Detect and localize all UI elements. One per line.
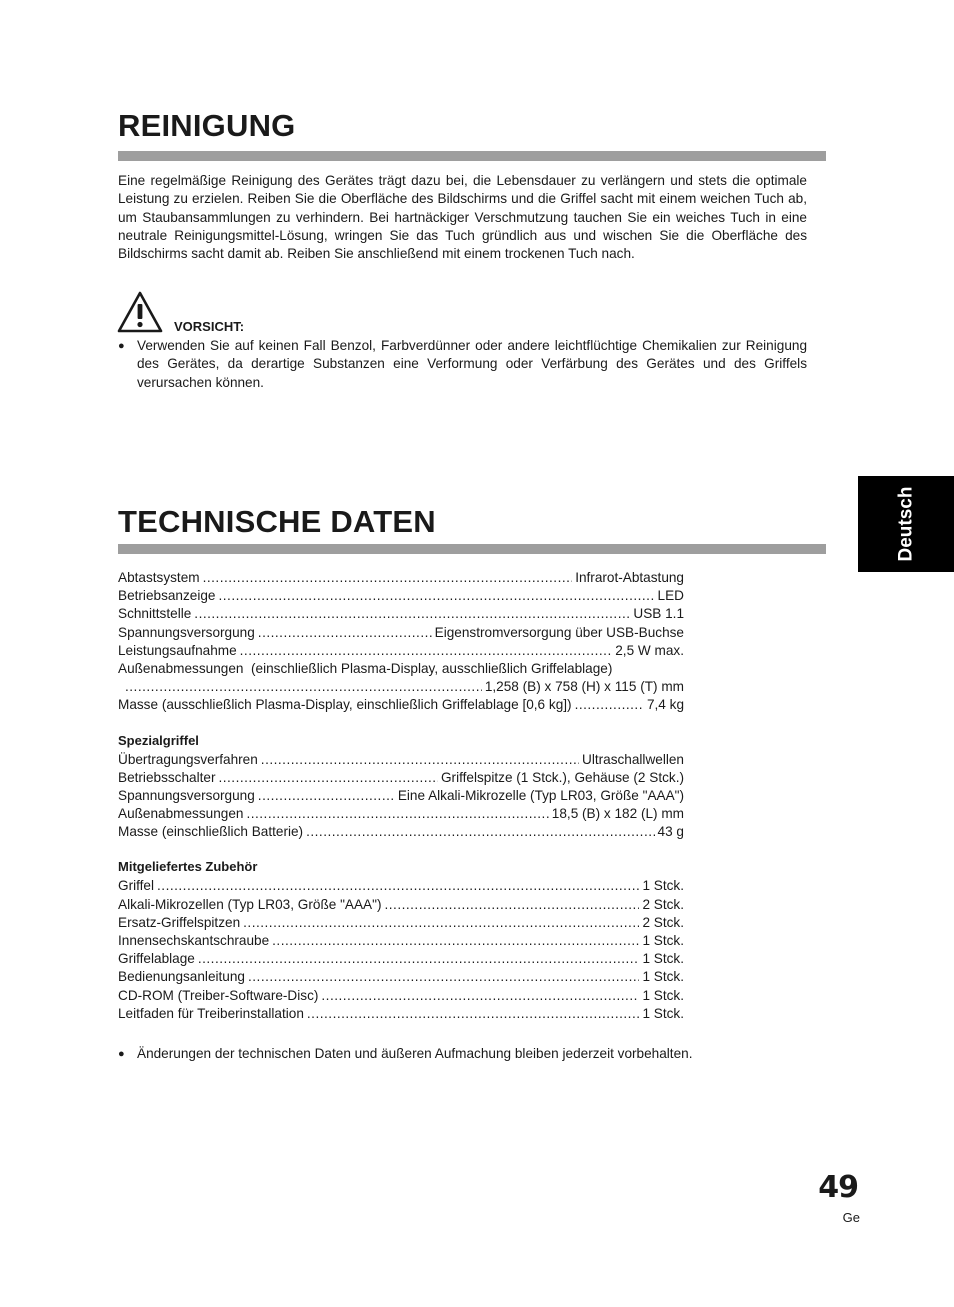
spec-row: Leistungsaufnahme ..... 2,5 W max. <box>118 642 684 660</box>
spec-row: Außenabmessungen ..... 18,5 (B) x 182 (L) mm <box>118 805 684 823</box>
language-code: Ge <box>842 1210 860 1225</box>
warning-triangle-icon <box>116 290 164 334</box>
spec-row: Übertragungsverfahren ..... Ultraschallwellen <box>118 751 684 769</box>
language-side-tab <box>858 476 954 572</box>
spec-row: ..... 1,258 (B) x 758 (H) x 115 (T) mm <box>118 678 684 696</box>
spec-row: Betriebsanzeige ..... LED <box>118 587 684 605</box>
spec-row: Spannungsversorgung ..... Eine Alkali-Mikrozelle (Typ LR03, Größe "AAA") <box>118 787 684 805</box>
spec-row: Masse (ausschließlich Plasma-Display, einschließlich Griffelablage [0,6 kg]) ..... 7,4 kg <box>118 696 684 714</box>
spec-table <box>118 569 684 1023</box>
caution-text: Verwenden Sie auf keinen Fall Benzol, Farbverdünner oder andere leichtflüchtige Chemikalien zur Reinigung des Gerätes, da derartige Substanzen eine Verformung oder Verfärbung des Gerätes und des Griffels verursachen können. <box>137 338 807 390</box>
spec-row: Innensechskantschraube ..... 1 Stck. <box>118 932 684 950</box>
spec-note-text: Änderungen der technischen Daten und äußeren Aufmachung bleiben jederzeit vorbehalten. <box>137 1046 693 1061</box>
bullet-icon: ● <box>118 340 125 352</box>
spec-row: Ersatz-Griffelspitzen ..... 2 Stck. <box>118 914 684 932</box>
bullet-icon: ● <box>118 1048 125 1060</box>
spec-row: Leitfaden für Treiberinstallation ..... 1 Stck. <box>118 1005 684 1023</box>
spec-row: Außenabmessungen (einschließlich Plasma-Display, ausschließlich Griffelablage) <box>118 660 613 676</box>
title-rule <box>118 151 826 161</box>
spec-row: CD-ROM (Treiber-Software-Disc) ..... 1 Stck. <box>118 987 684 1005</box>
spec-note-bullet <box>118 1045 818 1063</box>
caution-bullet <box>118 337 807 392</box>
spec-row: Schnittstelle ..... USB 1.1 <box>118 605 684 623</box>
spec-row: Masse (einschließlich Batterie) ..... 43 g <box>118 823 684 841</box>
spec-row: Alkali-Mikrozellen (Typ LR03, Größe "AAA") ..... 2 Stck. <box>118 896 684 914</box>
page-number: 49 <box>818 1170 858 1205</box>
language-tab-label: Deutsch <box>895 486 916 562</box>
spec-row: Betriebsschalter ..... Griffelspitze (1 Stck.), Gehäuse (2 Stck.) <box>118 769 684 787</box>
caution-label: VORSICHT: <box>174 319 245 334</box>
spec-row: Spannungsversorgung ..... Eigenstromversorgung über USB-Buchse <box>118 624 684 642</box>
section-title-cleaning: REINIGUNG <box>118 108 296 143</box>
section-title-specs: TECHNISCHE DATEN <box>118 504 436 539</box>
cleaning-paragraph: Eine regelmäßige Reinigung des Gerätes trägt dazu bei, die Lebensdauer zu verlängern und stets die optimale Leistung zu erzielen. Reiben Sie die Oberfläche des Bildschirms und die Griffel sacht mit einem weichen Tuch ab, um Staubansammlungen zu verhindern. Bei hartnäckiger Verschmutzung tauchen Sie ein weiches Tuch in eine neutrale Reinigungsmittel-Lösung, wringen Sie das Tuch gründlich aus und wischen Sie die Oberfläche des Bildschirms sacht damit ab. Reiben Sie anschließend mit einem trockenen Tuch nach. <box>118 173 807 262</box>
title-rule <box>118 544 826 554</box>
spec-subheading: Mitgeliefertes Zubehör <box>118 859 258 875</box>
spec-row: Griffel ..... 1 Stck. <box>118 877 684 895</box>
spec-row: Bedienungsanleitung ..... 1 Stck. <box>118 968 684 986</box>
spec-subheading: Spezialgriffel <box>118 732 199 748</box>
spec-row: Abtastsystem ..... Infrarot-Abtastung <box>118 569 684 587</box>
spec-row: Griffelablage ..... 1 Stck. <box>118 950 684 968</box>
